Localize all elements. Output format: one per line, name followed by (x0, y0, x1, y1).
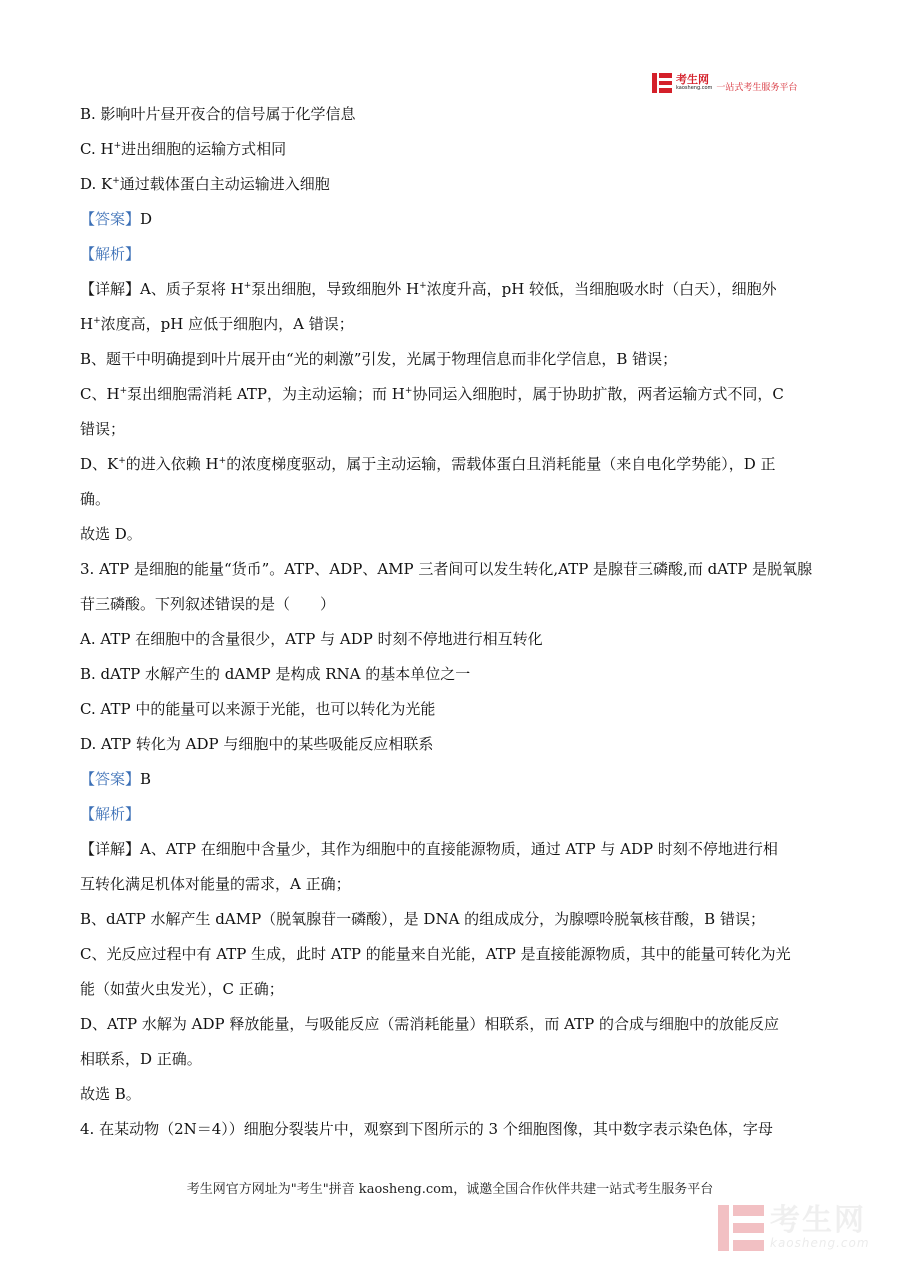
conclusion-q3: 故选 B。 (80, 1085, 141, 1103)
analysis-tag-q2: 【解析】 (80, 245, 141, 263)
logo-slogan: 一站式考生服务平台 (716, 83, 798, 93)
explain-c-cont-q3: 能（如萤火虫发光），C 正确； (80, 980, 284, 998)
detail-tag: 【详解】 (80, 280, 141, 298)
answer-q2: 【答案】D (80, 210, 153, 228)
watermark (718, 1205, 870, 1251)
explain-b-q2: B、题干中明确提到叶片展开由“光的刺激”引发，光属于物理信息而非化学信息，B 错误； (80, 350, 678, 368)
explain-a-cont-q2: H+浓度高，pH 应低于细胞内，A 错误； (80, 315, 354, 333)
option-d-q2: D. K+通过载体蛋白主动运输进入细胞 (80, 175, 330, 193)
explain-d-q2: D、K+的进入依赖 H+的浓度梯度驱动，属于主动运输，需载体蛋白且消耗能量（来自电化学势能），D 正 (80, 455, 776, 473)
question-3-stem-cont: 苷三磷酸。下列叙述错误的是（ ） (80, 595, 336, 613)
detail-tag: 【详解】 (80, 840, 141, 858)
option-c-q2: C. H+进出细胞的运输方式相同 (80, 140, 287, 158)
option-b-q3: B. dATP 水解产生的 dAMP 是构成 RNA 的基本单位之一 (80, 665, 471, 683)
answer-tag: 【答案】 (80, 770, 141, 788)
page-footer: 考生网官方网址为"考生"拼音 kaosheng.com，诚邀全国合作伙伴共建一站式考生服务平台 (186, 1182, 714, 1197)
question-3-stem: 3. ATP 是细胞的能量“货币”。ATP、ADP、AMP 三者间可以发生转化,ATP 是腺苷三磷酸,而 dATP 是脱氧腺 (80, 560, 813, 578)
explain-d-cont-q2: 确。 (80, 490, 111, 508)
analysis-tag-q3: 【解析】 (80, 805, 141, 823)
explain-d-q3: D、ATP 水解为 ADP 释放能量，与吸能反应（需消耗能量）相联系，而 ATP 的合成与细胞中的放能反应 (80, 1015, 780, 1033)
explain-d-cont-q3: 相联系，D 正确。 (80, 1050, 202, 1068)
explain-c-cont-q2: 错误； (80, 420, 126, 438)
option-c-q3: C. ATP 中的能量可以来源于光能，也可以转化为光能 (80, 700, 436, 718)
kaosheng-logo-icon (652, 73, 672, 93)
explain-c-q2: C、H+泵出细胞需消耗 ATP，为主动运输；而 H+协同运入细胞时，属于协助扩散，两者运输方式不同，C (80, 385, 784, 403)
answer-tag: 【答案】 (80, 210, 141, 228)
logo-brand: 考生网 (676, 73, 709, 86)
logo-domain: kaosheng.com (676, 85, 713, 91)
explain-a-cont-q3: 互转化满足机体对能量的需求，A 正确； (80, 875, 351, 893)
watermark-brand: 考生网 (770, 1203, 866, 1238)
option-a-q3: A. ATP 在细胞中的含量很少，ATP 与 ADP 时刻不停地进行相互转化 (80, 630, 543, 648)
header-logo (652, 72, 797, 93)
explain-c-q3: C、光反应过程中有 ATP 生成，此时 ATP 的能量来自光能，ATP 是直接能源物质，其中的能量可转化为光 (80, 945, 791, 963)
document-body (80, 104, 822, 1139)
kaosheng-watermark-icon (718, 1205, 764, 1251)
explain-a-q3: 【详解】A、ATP 在细胞中含量少，其作为细胞中的直接能源物质，通过 ATP 与 ADP 时刻不停地进行相 (80, 840, 778, 858)
explain-a-q2: 【详解】A、质子泵将 H+泵出细胞，导致细胞外 H+浓度升高，pH 较低，当细胞吸水时（白天），细胞外 (80, 280, 777, 298)
watermark-domain: kaosheng.com (770, 1236, 870, 1250)
question-4-stem: 4. 在某动物（2N＝4））细胞分裂装片中，观察到下图所示的 3 个细胞图像，其中数字表示染色体，字母 (80, 1120, 773, 1138)
conclusion-q2: 故选 D。 (80, 525, 142, 543)
explain-b-q3: B、dATP 水解产生 dAMP（脱氧腺苷一磷酸），是 DNA 的组成成分，为腺嘌呤脱氧核苷酸，B 错误； (80, 910, 765, 928)
answer-q3: 【答案】B (80, 770, 152, 788)
option-d-q3: D. ATP 转化为 ADP 与细胞中的某些吸能反应相联系 (80, 735, 434, 753)
option-b-q2: B. 影响叶片昼开夜合的信号属于化学信息 (80, 105, 356, 123)
